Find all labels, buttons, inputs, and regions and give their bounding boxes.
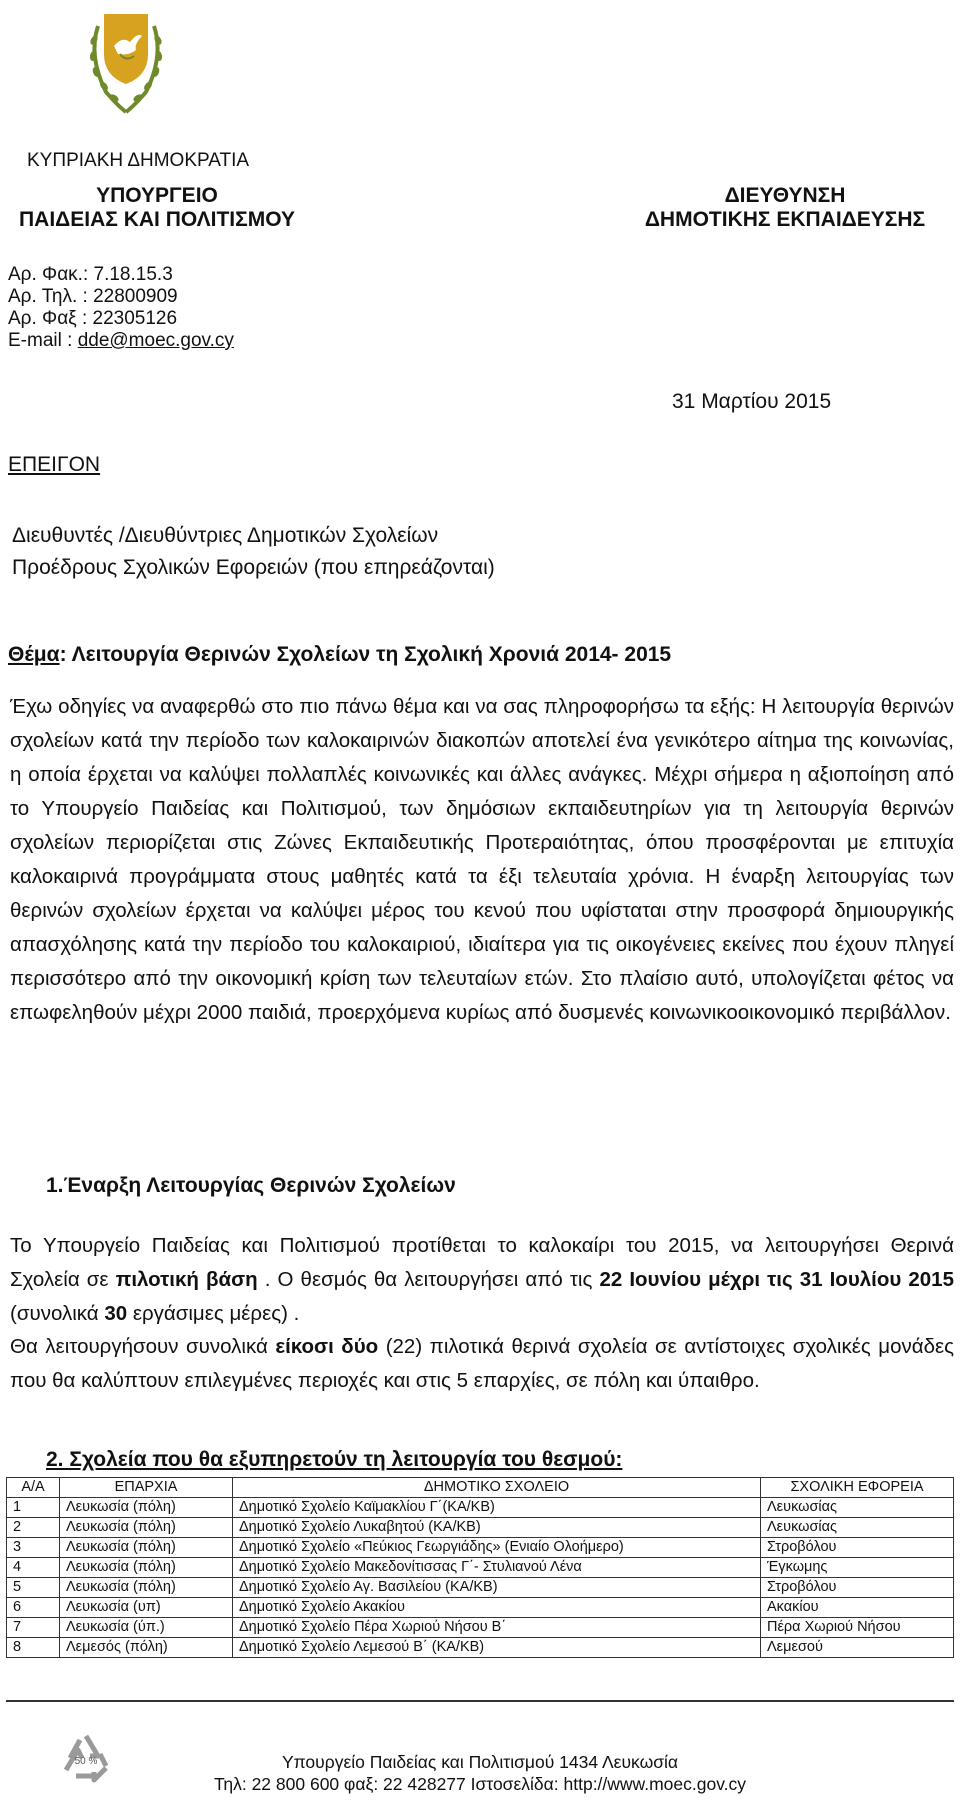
cell-school: Δημοτικό Σχολείο Λυκαβητού (ΚΑ/ΚΒ) [233,1518,761,1538]
s1p1-text-a: Το Υπουργείο Παιδείας και Πολιτισμού προτίθεται το καλοκαίρι του 2015, να λειτουργήσει Θερινά Σχολεία σε [10,1234,954,1291]
ministry-line-1: ΥΠΟΥΡΓΕΙΟ [96,184,218,207]
table-row [7,1578,954,1598]
cell-board: Πέρα Χωριού Νήσου [761,1618,954,1638]
email-line [8,330,234,352]
table-header-row [7,1478,954,1498]
s1p1-text-c: (συνολικά [10,1302,105,1325]
cell-aa: 8 [7,1638,60,1658]
urgent-label: ΕΠΕΙΓΟΝ [8,453,101,476]
cell-aa: 5 [7,1578,60,1598]
letter-date: 31 Μαρτίου 2015 [672,390,832,413]
recipients-line-2: Προέδρους Σχολικών Εφορειών (που επηρεάζονται) [12,556,495,579]
recycle-label: 50 % [74,1756,98,1767]
file-number: Αρ. Φακ.: 7.18.15.3 [8,264,173,285]
dates-text: 22 Ιουνίου μέχρι τις 31 Ιουλίου 2015 [599,1268,954,1291]
footer-contact: Τηλ: 22 800 600 φαξ: 22 428277 Ιστοσελίδα: http://www.moec.gov.cy [213,1774,747,1794]
footer-divider [6,1700,954,1702]
contact-block [8,264,234,352]
cell-aa: 1 [7,1498,60,1518]
cell-board: Έγκωμης [761,1558,954,1578]
directorate-name [615,184,955,232]
pilot-basis-text: πιλοτική βάση [115,1268,258,1291]
cell-province: Λεμεσός (πόλη) [60,1638,233,1658]
subject-text: : Λειτουργία Θερινών Σχολείων τη Σχολική Χρονιά 2014- 2015 [59,643,672,666]
cell-board: Στροβόλου [761,1538,954,1558]
cell-aa: 2 [7,1518,60,1538]
email-prefix: E-mail : [8,330,78,351]
cell-province: Λευκωσία (πόλη) [60,1538,233,1558]
cell-school: Δημοτικό Σχολείο Ακακίου [233,1598,761,1618]
table-row [7,1618,954,1638]
cell-province: Λευκωσία (ύπ.) [60,1618,233,1638]
cell-school: Δημοτικό Σχολείο Πέρα Χωριού Νήσου Β΄ [233,1618,761,1638]
header-aa: Α/Α [7,1478,60,1498]
header-board: ΣΧΟΛΙΚΗ ΕΦΟΡΕΙΑ [761,1478,954,1498]
fax-number: Αρ. Φαξ : 22305126 [8,308,178,329]
header-province: ΕΠΑΡΧΙΑ [60,1478,233,1498]
email-link[interactable]: dde@moec.gov.cy [77,330,234,351]
table-row [7,1638,954,1658]
s1p1-text-d: εργάσιμες μέρες) . [127,1302,300,1325]
recipients [12,520,495,584]
cell-school: Δημοτικό Σχολείο Μακεδονίτισσας Γ΄- Στυλιανού Λένα [233,1558,761,1578]
cell-province: Λευκωσία (πόλη) [60,1498,233,1518]
cell-aa: 7 [7,1618,60,1638]
twenty-two-text: είκοσι δύο [275,1335,379,1358]
directorate-line-1: ΔΙΕΥΘΥΝΣΗ [724,184,846,207]
footer-address: Υπουργείο Παιδείας και Πολιτισμού 1434 Λευκωσία [281,1752,679,1772]
ministry-line-2: ΠΑΙΔΕΙΑΣ ΚΑΙ ΠΟΛΙΤΙΣΜΟΥ [19,208,295,231]
s1p2-text-b: (22) πιλοτικά θερινά σχολεία σε αντίστοιχες σχολικές μονάδες που θα καλύπτουν επιλεγμένες περιοχές και στις 5 επαρχίες, σε πόλη και ύπαιθρο. [10,1335,955,1392]
table-row [7,1538,954,1558]
subject-label: Θέμα [8,643,60,666]
cell-board: Λευκωσίας [761,1498,954,1518]
s1p1-text-b: . Ο θεσμός θα λειτουργήσει από τις [257,1268,600,1291]
directorate-line-2: ΔΗΜΟΤΙΚΗΣ ΕΚΠΑΙΔΕΥΣΗΣ [644,208,926,231]
cyprus-coat-of-arms-icon [84,6,168,118]
cell-province: Λευκωσία (πόλη) [60,1518,233,1538]
cell-aa: 6 [7,1598,60,1618]
table-row [7,1498,954,1518]
table-row [7,1518,954,1538]
cell-province: Λευκωσία (πόλη) [60,1558,233,1578]
recipients-line-1: Διευθυντές /Διευθύντριες Δημοτικών Σχολείων [12,524,439,547]
table-row [7,1598,954,1618]
section-2-heading: 2. Σχολεία που θα εξυπηρετούν τη λειτουργία του θεσμού: [46,1448,623,1471]
cell-province: Λευκωσία (πόλη) [60,1578,233,1598]
cell-school: Δημοτικό Σχολείο Αγ. Βασιλείου (ΚΑ/ΚΒ) [233,1578,761,1598]
ministry-name [8,184,306,232]
footer [0,1751,960,1795]
cell-board: Λεμεσού [761,1638,954,1658]
table-row [7,1558,954,1578]
header-school: ΔΗΜΟΤΙΚΟ ΣΧΟΛΕΙΟ [233,1478,761,1498]
cell-province: Λευκωσία (υπ) [60,1598,233,1618]
cell-board: Στροβόλου [761,1578,954,1598]
cell-aa: 4 [7,1558,60,1578]
intro-paragraph: Έχω οδηγίες να αναφερθώ στο πιο πάνω θέμα και να σας πληροφορήσω τα εξής: Η λειτουργία θερινών σχολείων κατά την περίοδο των καλοκαιρινών διακοπών αποτελεί ένα γενικότερο αίτημα της κοινωνίας, η οποία έρχεται να καλύψει πολλαπλές κοινωνικές και άλλες ανάγκες. Μέχρι σήμερα η αξιοποίηση από το Υπουργείο Παιδείας και Πολιτισμού, των δημόσιων εκπαιδευτηρίων για τη λειτουργία θερινών σχολείων περιορίζεται στις Ζώνες Εκπαιδευτικής Προτεραιότητας, όπου προσφέρονται με επιτυχία καλοκαιρινά προγράμματα στους μαθητές κατά τα έξι τελευταία χρόνια. Η έναρξη λειτουργίας των θερινών σχολείων έρχεται να καλύψει μέρος του κενού που υφίσταται στην προσφορά δημιουργικής απασχόλησης κατά την περίοδο του καλοκαιριού, ιδιαίτερα για τις οικογένειες εκείνες που έχουν πληγεί περισσότερο από την οικονομική κρίση των τελευταίων ετών. Στο πλαίσιο αυτό, υπολογίζεται φέτος να επωφεληθούν μέχρι 2000 παιδιά, προερχόμενα κυρίως από δυσμενές κοινωνικοοικονομικό περιβάλλον. [10,695,954,1024]
cell-aa: 3 [7,1538,60,1558]
cell-school: Δημοτικό Σχολείο Καϊμακλίου Γ΄(ΚΑ/ΚΒ) [233,1498,761,1518]
section-1-paragraph-1 [10,1229,954,1331]
cell-board: Ακακίου [761,1598,954,1618]
cell-board: Λευκωσίας [761,1518,954,1538]
days-count-text: 30 [104,1302,128,1325]
republic-label: ΚΥΠΡΙΑΚΗ ΔΗΜΟΚΡΑΤΙΑ [27,150,250,171]
cell-school: Δημοτικό Σχολείο Λεμεσού Β΄ (ΚΑ/ΚΒ) [233,1638,761,1658]
phone-number: Αρ. Τηλ. : 22800909 [8,286,178,307]
subject-line [8,643,671,667]
cell-school: Δημοτικό Σχολείο «Πεύκιος Γεωργιάδης» (Ενιαίο Ολοήμερο) [233,1538,761,1558]
section-1-paragraph-2 [10,1330,954,1398]
schools-table [6,1477,954,1658]
section-1-heading: 1.Έναρξη Λειτουργίας Θερινών Σχολείων [46,1174,456,1197]
s1p2-text-a: Θα λειτουργήσουν συνολικά [10,1335,276,1358]
